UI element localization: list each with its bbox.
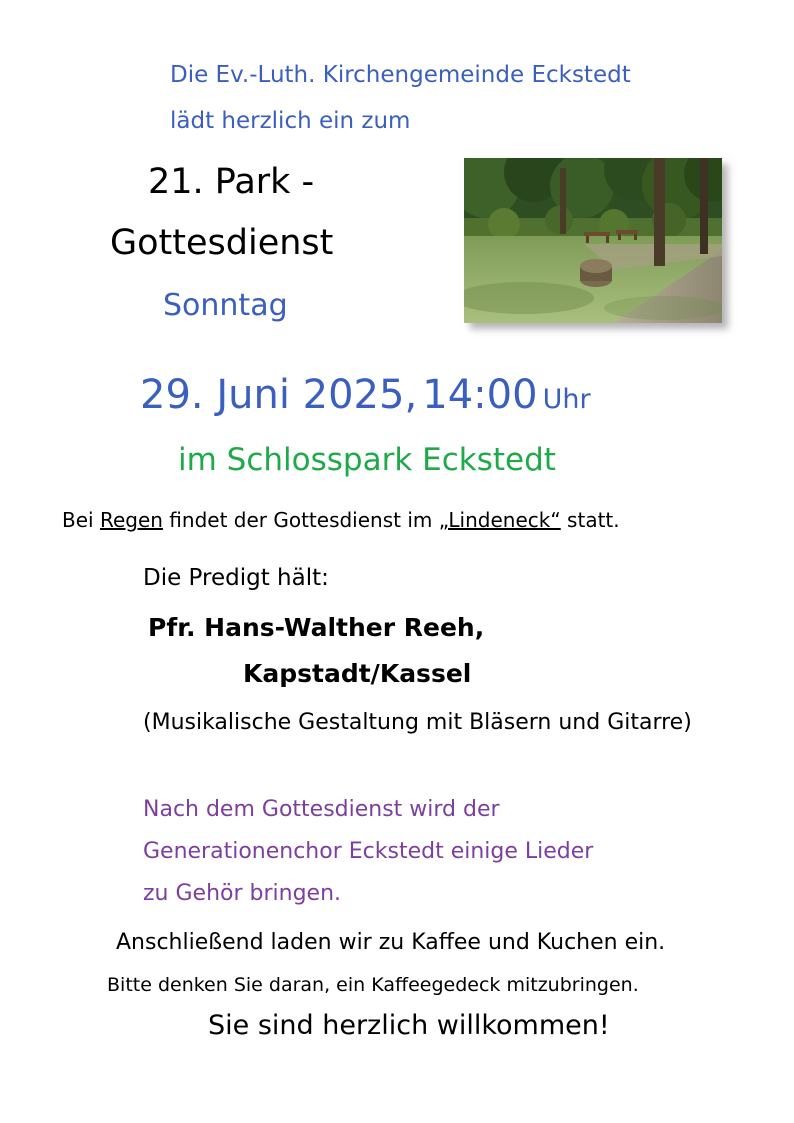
rain-notice-prefix: Bei — [62, 508, 100, 532]
event-title-line-2: Gottesdienst — [110, 223, 334, 263]
event-datetime — [140, 372, 591, 418]
rain-notice-keyword: Regen — [99, 508, 163, 532]
event-weekday: Sonntag — [163, 288, 288, 323]
welcome-message: Sie sind herzlich willkommen! — [208, 1010, 610, 1041]
rain-notice-venue: „Lindeneck“ — [438, 508, 561, 532]
sermon-intro: Die Predigt hält: — [143, 565, 329, 591]
park-photo — [464, 158, 722, 323]
bring-reminder: Bitte denken Sie daran, ein Kaffeegedeck mitzubringen. — [107, 974, 639, 996]
event-time: 14:00 — [422, 372, 538, 418]
event-title-line-1: 21. Park - — [148, 162, 315, 202]
invitation-line-1: Die Ev.-Luth. Kirchengemeinde Eckstedt — [170, 62, 631, 88]
rain-notice-suffix: statt. — [560, 508, 620, 532]
preacher-city: Kapstadt/Kassel — [243, 659, 472, 688]
choir-note: Nach dem Gottesdienst wird der Generationenchor Eckstedt einige Lieder zu Gehör bringen. — [143, 797, 594, 906]
event-date: 29. Juni 2025, — [140, 372, 418, 418]
preacher-name: Pfr. Hans-Walther Reeh, — [148, 613, 485, 642]
rain-notice — [62, 508, 620, 532]
music-note: (Musikalische Gestaltung mit Bläsern und Gitarre) — [143, 710, 692, 735]
event-time-unit: Uhr — [542, 384, 591, 415]
rain-notice-middle: findet der Gottesdienst im — [162, 508, 439, 532]
invitation-line-2: lädt herzlich ein zum — [170, 108, 411, 134]
park-photo-image — [464, 158, 722, 323]
coffee-invitation: Anschließend laden wir zu Kaffee und Kuchen ein. — [116, 930, 666, 955]
event-location: im Schlosspark Eckstedt — [178, 442, 556, 478]
